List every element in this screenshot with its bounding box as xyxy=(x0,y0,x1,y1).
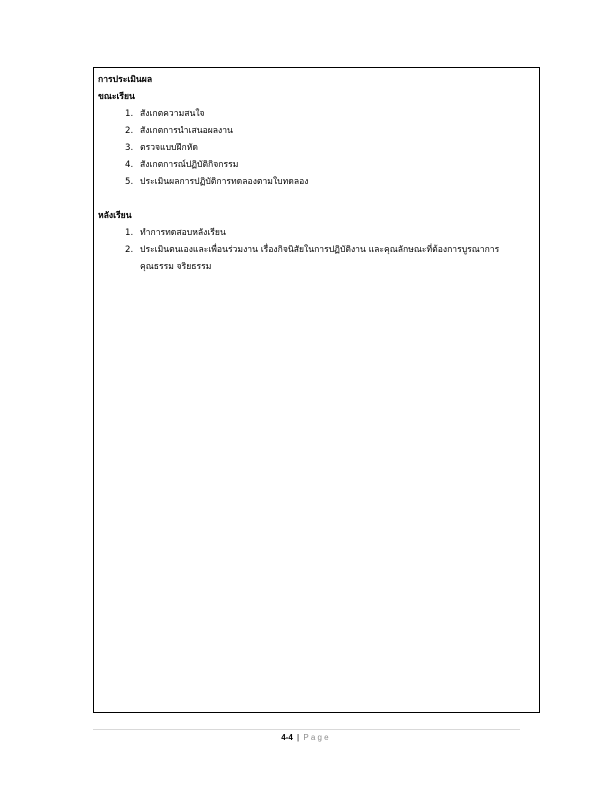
item-number: 2. xyxy=(125,126,134,136)
item-number: 1. xyxy=(125,109,134,119)
list-item xyxy=(98,123,533,140)
during-class-list xyxy=(98,106,533,191)
page-footer xyxy=(0,733,612,742)
content-frame xyxy=(93,67,540,713)
item-text: ทำการทดสอบหลังเรียน xyxy=(140,228,226,238)
section-title: การประเมินผล xyxy=(98,75,153,85)
list-item xyxy=(98,242,533,276)
item-text: ตรวจแบบฝึกหัด xyxy=(140,143,198,153)
item-text: สังเกตการนำเสนอผลงาน xyxy=(140,126,233,136)
item-text: ประเมินผลการปฏิบัติการทดลองตามใบทดลอง xyxy=(140,177,309,187)
item-number: 3. xyxy=(125,143,134,153)
after-class-heading: หลังเรียน xyxy=(98,211,132,221)
list-item xyxy=(98,140,533,157)
list-item xyxy=(98,174,533,191)
item-text: สังเกตการณ์ปฏิบัติกิจกรรม xyxy=(140,160,239,170)
item-number: 1. xyxy=(125,228,134,238)
item-number: 4. xyxy=(125,160,134,170)
list-item xyxy=(98,106,533,123)
item-number: 5. xyxy=(125,177,134,187)
list-item xyxy=(98,225,533,242)
evaluation-section xyxy=(98,72,533,276)
spacer xyxy=(98,191,533,208)
list-item xyxy=(98,157,533,174)
during-class-heading: ขณะเรียน xyxy=(98,92,135,102)
page-number: 4-4 xyxy=(281,733,293,742)
item-number: 2. xyxy=(125,245,134,255)
page-label: Page xyxy=(303,733,331,742)
item-text: สังเกตความสนใจ xyxy=(140,109,205,119)
item-text: ประเมินตนเองและเพื่อนร่วมงาน เรื่องกิจนิสัยในการปฏิบัติงาน และคุณลักษณะที่ต้องการบูรณาการคุณธรรม จริยธรรม xyxy=(140,245,500,272)
footer-separator: | xyxy=(297,733,300,742)
after-class-list xyxy=(98,225,533,276)
footer-divider xyxy=(93,729,520,730)
